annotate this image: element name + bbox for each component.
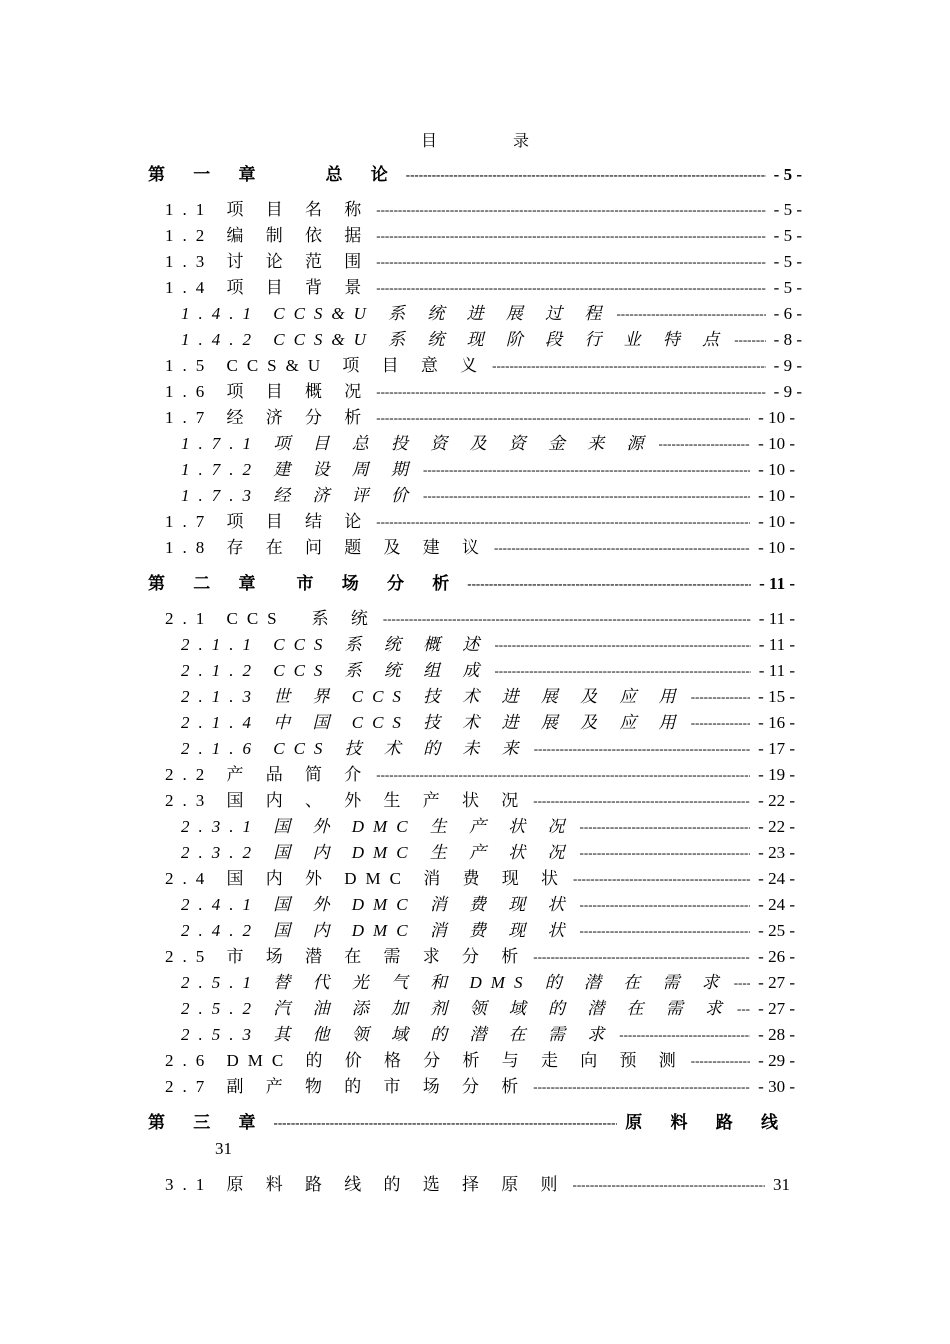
toc-page-number: - 5 - — [773, 252, 802, 271]
toc-page-number: - 5 - — [773, 278, 802, 297]
toc-entry-label: 第 一 章 总 论 — [148, 165, 400, 184]
toc-entry[interactable] — [165, 1173, 790, 1197]
toc-entry-label: 1.4.1 CCS&U 系 统 进 展 过 程 — [181, 304, 611, 323]
toc-entry-label: 1.7 经 济 分 析 — [165, 408, 371, 427]
toc-entry[interactable] — [165, 354, 802, 378]
toc-entry-label: 2.7 副 产 物 的 市 场 分 析 — [165, 1077, 528, 1096]
toc-leader — [734, 971, 750, 995]
toc-entry[interactable] — [165, 510, 795, 534]
toc-leader — [691, 711, 750, 735]
toc-leader — [376, 198, 765, 222]
toc-entry-label: 1.7 项 目 结 论 — [165, 512, 371, 531]
toc-page-number: - 30 - — [758, 1077, 795, 1096]
toc-page-number: - 27 - — [758, 973, 795, 992]
toc-subentry[interactable] — [181, 815, 795, 839]
toc-entry-label: 2.5.3 其 他 领 域 的 潜 在 需 求 — [181, 1025, 614, 1044]
toc-title: 目 录 — [420, 133, 559, 150]
toc-subentry[interactable] — [181, 633, 795, 657]
toc-leader — [533, 945, 750, 969]
toc-entry-label: 1.2 编 制 依 据 — [165, 226, 371, 245]
toc-subentry[interactable] — [181, 484, 795, 508]
toc-leader — [423, 458, 750, 482]
toc-page-number: - 10 - — [758, 434, 795, 453]
toc-subentry[interactable] — [181, 328, 802, 352]
toc-entry-label: 1.8 存 在 问 题 及 建 议 — [165, 538, 488, 557]
toc-entry-label: 2.3 国 内 、 外 生 产 状 况 — [165, 791, 528, 810]
toc-entry-label: 2.6 DMC 的 价 格 分 析 与 走 向 预 测 — [165, 1051, 685, 1070]
toc-entry-label: 2.1.1 CCS 系 统 概 述 — [181, 635, 489, 654]
toc-page-number: - 17 - — [758, 739, 795, 758]
toc-leader — [659, 432, 751, 456]
toc-leader — [376, 406, 750, 430]
toc-page-number: - 11 - — [758, 635, 795, 654]
toc-entry[interactable] — [165, 380, 802, 404]
toc-entry-label: 1.7.3 经 济 评 价 — [181, 486, 417, 505]
toc-subentry[interactable] — [181, 432, 795, 456]
toc-leader — [376, 276, 765, 300]
toc-entry[interactable] — [165, 406, 795, 430]
toc-entry-label: 2.5 市 场 潜 在 需 求 分 析 — [165, 947, 528, 966]
toc-leader — [494, 536, 750, 560]
toc-page-number: - 15 - — [758, 687, 795, 706]
toc-page-number: - 29 - — [758, 1051, 795, 1070]
toc-entry-label: 2.2 产 品 简 介 — [165, 765, 371, 784]
toc-entry[interactable] — [165, 945, 795, 969]
toc-leader — [616, 302, 765, 326]
toc-entry-label: 3.1 原 料 路 线 的 选 择 原 则 — [165, 1175, 567, 1194]
toc-leader — [533, 1075, 750, 1099]
toc-page-number: - 11 - — [759, 574, 795, 593]
toc-leader — [734, 328, 765, 352]
toc-page-number: - 23 - — [758, 843, 795, 862]
toc-subentry[interactable] — [181, 458, 795, 482]
toc-page-number: - 16 - — [758, 713, 795, 732]
toc-page-number: - 5 - — [773, 226, 802, 245]
toc-leader — [691, 1049, 750, 1073]
toc-subentry[interactable] — [181, 997, 795, 1021]
toc-leader — [383, 607, 751, 631]
toc-page-number: - 25 - — [758, 921, 795, 940]
toc-leader — [580, 841, 751, 865]
toc-entry-label: 2.1.2 CCS 系 统 组 成 — [181, 661, 489, 680]
toc-page-number: - 9 - — [773, 382, 802, 401]
toc-leader — [580, 919, 751, 943]
toc-page-number: - 10 - — [758, 460, 795, 479]
toc-subentry[interactable] — [181, 685, 795, 709]
toc-subentry[interactable] — [181, 302, 802, 326]
toc-page-number: - 10 - — [758, 538, 795, 557]
toc-entry-label: 2.1.3 世 界 CCS 技 术 进 展 及 应 用 — [181, 687, 685, 706]
toc-chapter[interactable] — [148, 572, 795, 596]
toc-subentry[interactable] — [181, 893, 795, 917]
toc-page-number: - 22 - — [758, 817, 795, 836]
toc-entry[interactable] — [165, 276, 802, 300]
toc-leader — [376, 224, 765, 248]
toc-entry-label: 1.3 讨 论 范 围 — [165, 252, 371, 271]
toc-chapter[interactable] — [148, 163, 802, 187]
toc-subentry[interactable] — [181, 841, 795, 865]
toc-entry-label: 1.1 项 目 名 称 — [165, 200, 371, 219]
toc-entry[interactable] — [165, 763, 795, 787]
toc-subentry[interactable] — [181, 919, 795, 943]
toc-entry-label: 2.1 CCS 系 统 — [165, 609, 377, 628]
toc-page-number: 原 料 路 线 — [625, 1113, 790, 1132]
toc-subentry[interactable] — [181, 711, 795, 735]
toc-page-number: - 11 - — [758, 609, 795, 628]
toc-entry-label: 2.3.1 国 外 DMC 生 产 状 况 — [181, 817, 574, 836]
toc-entry-label: 第 二 章 市 场 分 析 — [148, 574, 462, 593]
toc-entry-label: 第 三 章 — [148, 1113, 268, 1132]
toc-leader — [492, 354, 766, 378]
toc-page-number: - 5 - — [773, 165, 802, 184]
toc-subentry[interactable] — [181, 1023, 795, 1047]
toc-entry[interactable] — [165, 867, 795, 891]
toc-page-number: - 27 - — [758, 999, 795, 1018]
toc-leader — [691, 685, 750, 709]
toc-page-number: - 26 - — [758, 947, 795, 966]
toc-page-number: - 9 - — [773, 356, 802, 375]
toc-entry-label: 2.1.4 中 国 CCS 技 术 进 展 及 应 用 — [181, 713, 685, 732]
toc-page-number: - 10 - — [758, 408, 795, 427]
toc-subentry[interactable] — [181, 737, 795, 761]
toc-entry[interactable] — [165, 1049, 795, 1073]
toc-entry-label: 1.4.2 CCS&U 系 统 现 阶 段 行 业 特 点 — [181, 330, 729, 349]
toc-entry-label: 2.4 国 内 外 DMC 消 费 现 状 — [165, 869, 567, 888]
toc-page-number: - 10 - — [758, 486, 795, 505]
toc-subentry[interactable] — [181, 971, 795, 995]
toc-page-number: - 5 - — [773, 200, 802, 219]
toc-leader — [573, 1173, 766, 1197]
toc-leader — [376, 380, 765, 404]
toc-page-number: - 22 - — [758, 791, 795, 810]
toc-leader — [274, 1111, 618, 1135]
toc-entry-label: 2.4.2 国 内 DMC 消 费 现 状 — [181, 921, 574, 940]
toc-entry[interactable] — [165, 224, 802, 248]
toc-entry[interactable] — [165, 607, 795, 631]
toc-entry-label: 1.7.2 建 设 周 期 — [181, 460, 417, 479]
toc-leader — [573, 867, 750, 891]
toc-page-number: - 24 - — [758, 869, 795, 888]
toc-chapter[interactable] — [148, 1111, 790, 1135]
toc-entry[interactable] — [165, 1075, 795, 1099]
toc-leader — [534, 737, 750, 761]
toc-entry-label: 2.5.1 替 代 光 气 和 DMS 的 潜 在 需 求 — [181, 973, 728, 992]
toc-page-number: - 28 - — [758, 1025, 795, 1044]
toc-subentry[interactable] — [181, 659, 795, 683]
toc-entry[interactable] — [165, 198, 802, 222]
toc-leader — [406, 163, 766, 187]
toc-wrapped-page-number: 31 — [215, 1139, 232, 1158]
toc-entry-label: 1.7.1 项 目 总 投 资 及 资 金 来 源 — [181, 434, 653, 453]
toc-leader — [619, 1023, 750, 1047]
toc-page-number: - 11 - — [758, 661, 795, 680]
toc-leader — [533, 789, 750, 813]
toc-leader — [467, 572, 751, 596]
toc-page-number: - 6 - — [773, 304, 802, 323]
toc-entry-label: 1.5 CCS&U 项 目 意 义 — [165, 356, 487, 375]
toc-entry-label: 1.6 项 目 概 况 — [165, 382, 371, 401]
toc-entry-label: 2.1.6 CCS 技 术 的 未 来 — [181, 739, 528, 758]
toc-entry[interactable] — [165, 536, 795, 560]
toc-leader — [494, 633, 750, 657]
toc-page-number: - 19 - — [758, 765, 795, 784]
toc-page-number: 31 — [773, 1175, 790, 1194]
toc-entry[interactable] — [165, 250, 802, 274]
toc-leader — [580, 893, 751, 917]
toc-leader — [494, 659, 750, 683]
toc-page-number: - 10 - — [758, 512, 795, 531]
toc-entry-label: 1.4 项 目 背 景 — [165, 278, 371, 297]
toc-leader — [376, 510, 750, 534]
toc-leader — [376, 250, 765, 274]
toc-leader — [376, 763, 750, 787]
toc-leader — [580, 815, 751, 839]
toc-page-number: - 8 - — [773, 330, 802, 349]
toc-entry-label: 2.3.2 国 内 DMC 生 产 状 况 — [181, 843, 574, 862]
toc-entry[interactable] — [165, 789, 795, 813]
toc-entry-label: 2.5.2 汽 油 添 加 剂 领 域 的 潜 在 需 求 — [181, 999, 731, 1018]
toc-entry-label: 2.4.1 国 外 DMC 消 费 现 状 — [181, 895, 574, 914]
toc-page-number: - 24 - — [758, 895, 795, 914]
toc-leader — [737, 997, 750, 1021]
toc-leader — [423, 484, 750, 508]
